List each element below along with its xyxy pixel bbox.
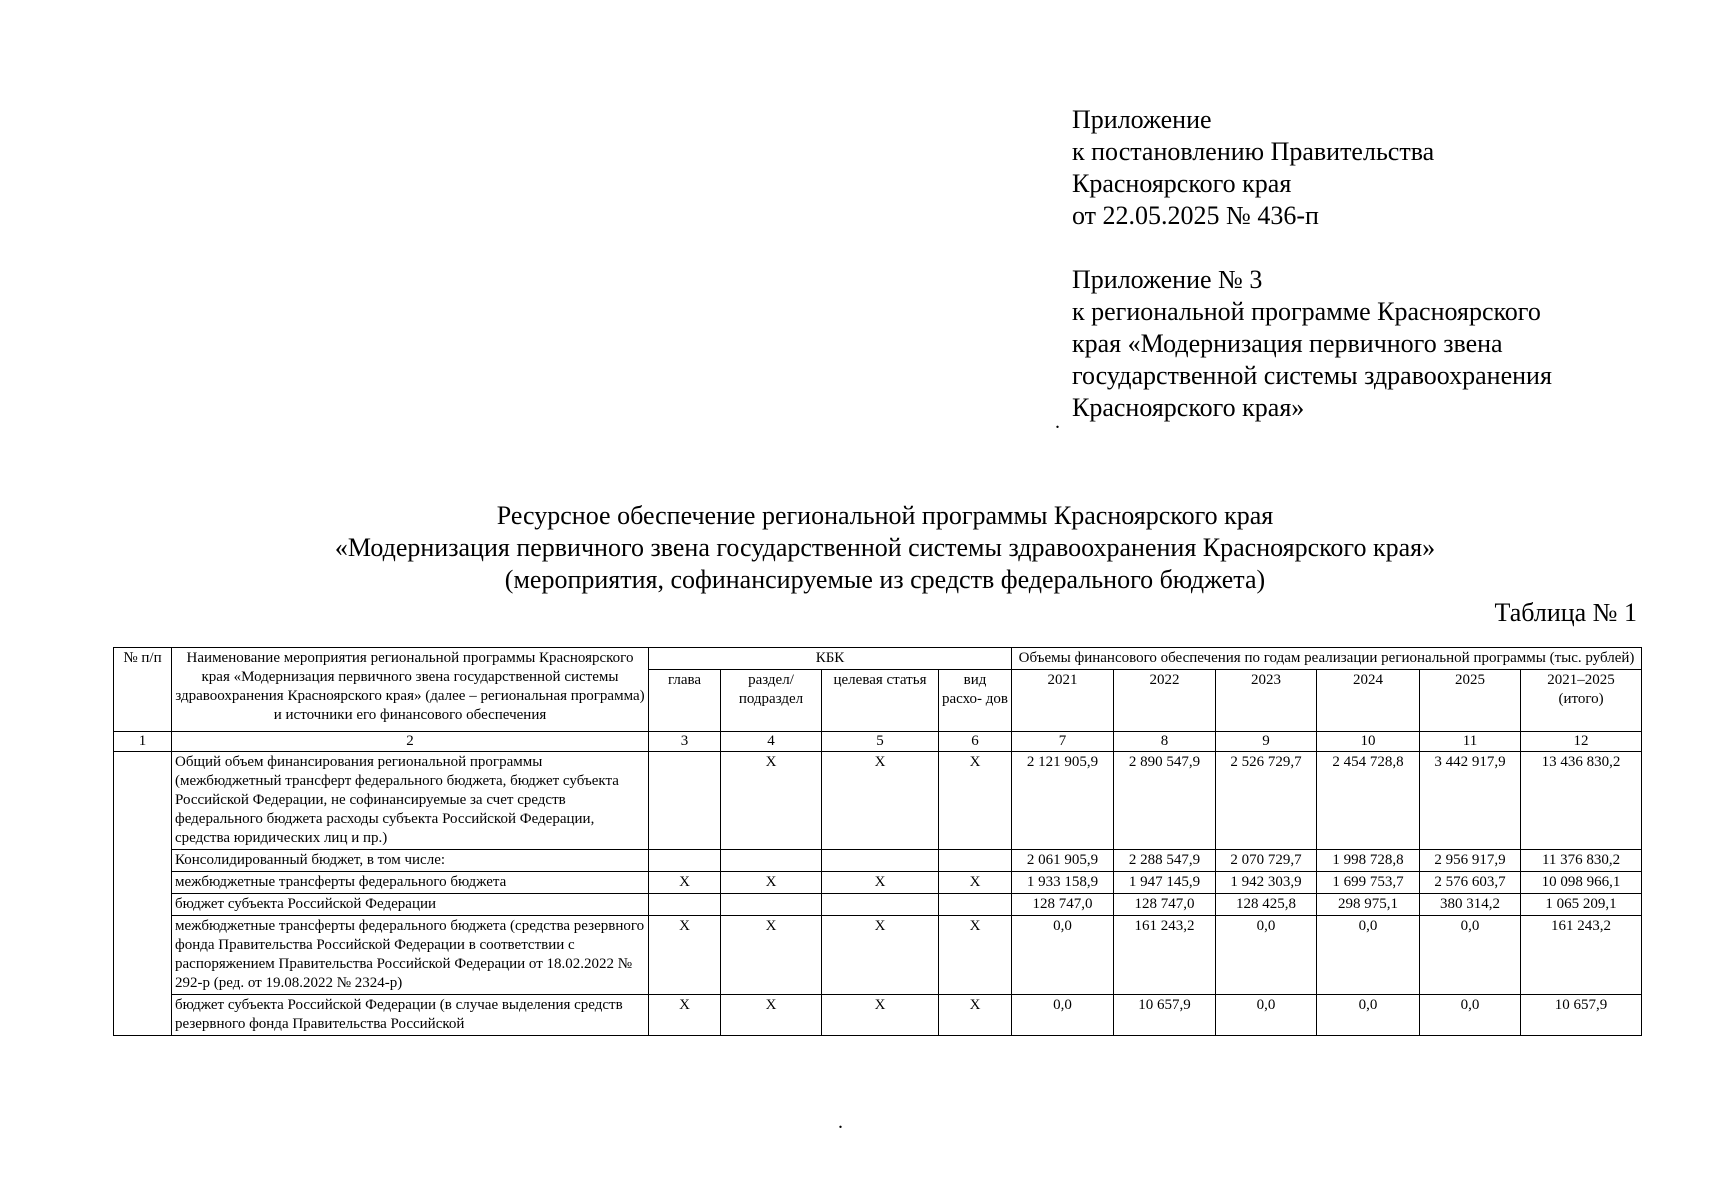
- column-index: 8: [1114, 732, 1216, 752]
- header-kbk-col: вид расхо- дов: [939, 670, 1012, 732]
- row-kbk-cell: Х: [939, 872, 1012, 894]
- row-value-cell: 0,0: [1420, 916, 1521, 995]
- column-index: 12: [1521, 732, 1642, 752]
- header-volumes: Объемы финансового обеспечения по годам реализации региональной программы (тыс. рублей): [1012, 648, 1642, 670]
- column-index: 4: [721, 732, 822, 752]
- row-kbk-cell: [939, 850, 1012, 872]
- row-kbk-cell: [822, 894, 939, 916]
- appendix-line: к постановлению Правительства: [1072, 137, 1435, 166]
- appendix-line: от 22.05.2025 № 436-п: [1072, 201, 1319, 230]
- column-index: 6: [939, 732, 1012, 752]
- row-value-cell: 2 576 603,7: [1420, 872, 1521, 894]
- column-index: 7: [1012, 732, 1114, 752]
- row-value-cell: 2 070 729,7: [1216, 850, 1317, 872]
- column-index: 1: [114, 732, 172, 752]
- row-name: Общий объем финансирования региональной программы (межбюджетный трансферт федерального бюджета, бюджет субъекта Российской Федерации, не софинансируемые за счет средств федерального бюджета расходы субъекта Российской Федерации, средства юридических лиц и пр.): [172, 752, 649, 850]
- appendix-line: Приложение № 3: [1072, 265, 1263, 294]
- row-kbk-cell: Х: [649, 872, 721, 894]
- header-kbk-col: глава: [649, 670, 721, 732]
- row-value-cell: 3 442 917,9: [1420, 752, 1521, 850]
- appendix-line: государственной системы здравоохранения: [1072, 361, 1552, 390]
- row-number-cell: [114, 752, 172, 1036]
- row-value-cell: 0,0: [1317, 916, 1420, 995]
- row-value-cell: 128 425,8: [1216, 894, 1317, 916]
- column-index: 2: [172, 732, 649, 752]
- title-line: Ресурсное обеспечение региональной программы Красноярского края: [496, 501, 1274, 530]
- scan-speck: .: [838, 1111, 843, 1133]
- row-name: бюджет субъекта Российской Федерации (в случае выделения средств резервного фонда Правительства Российской: [172, 995, 649, 1036]
- header-kbk-col: целевая статья: [822, 670, 939, 732]
- column-index: 9: [1216, 732, 1317, 752]
- appendix-line: к региональной программе Красноярского: [1072, 297, 1541, 326]
- header-no: № п/п: [114, 648, 172, 732]
- row-kbk-cell: [649, 752, 721, 850]
- row-value-cell: 128 747,0: [1114, 894, 1216, 916]
- row-kbk-cell: Х: [721, 916, 822, 995]
- row-value-cell: 380 314,2: [1420, 894, 1521, 916]
- row-value-cell: 1 065 209,1: [1521, 894, 1642, 916]
- row-kbk-cell: [649, 894, 721, 916]
- row-value-cell: 10 098 966,1: [1521, 872, 1642, 894]
- row-value-cell: 0,0: [1317, 995, 1420, 1036]
- row-value-cell: 2 956 917,9: [1420, 850, 1521, 872]
- table-number-label: Таблица № 1: [1494, 598, 1637, 627]
- header-kbk-col: раздел/ подраздел: [721, 670, 822, 732]
- column-index: 3: [649, 732, 721, 752]
- row-kbk-cell: Х: [822, 752, 939, 850]
- appendix-line: Красноярского края»: [1072, 393, 1305, 422]
- row-kbk-cell: Х: [822, 995, 939, 1036]
- row-value-cell: 1 699 753,7: [1317, 872, 1420, 894]
- table-row: [114, 872, 1642, 894]
- row-kbk-cell: [822, 850, 939, 872]
- row-value-cell: 1 998 728,8: [1317, 850, 1420, 872]
- row-value-cell: 10 657,9: [1521, 995, 1642, 1036]
- row-kbk-cell: Х: [721, 872, 822, 894]
- row-value-cell: 298 975,1: [1317, 894, 1420, 916]
- row-value-cell: 2 288 547,9: [1114, 850, 1216, 872]
- row-value-cell: 13 436 830,2: [1521, 752, 1642, 850]
- row-value-cell: 161 243,2: [1521, 916, 1642, 995]
- row-kbk-cell: Х: [721, 995, 822, 1036]
- row-value-cell: 2 121 905,9: [1012, 752, 1114, 850]
- title-line: (мероприятия, софинансируемые из средств федерального бюджета): [504, 565, 1266, 594]
- row-kbk-cell: Х: [939, 995, 1012, 1036]
- appendix-line: Красноярского края: [1072, 169, 1292, 198]
- table-row: [114, 995, 1642, 1036]
- row-value-cell: 2 454 728,8: [1317, 752, 1420, 850]
- row-kbk-cell: Х: [939, 916, 1012, 995]
- row-value-cell: 0,0: [1216, 916, 1317, 995]
- appendix-line: края «Модернизация первичного звена: [1072, 329, 1503, 358]
- row-value-cell: 2 526 729,7: [1216, 752, 1317, 850]
- header-row: [114, 648, 1642, 670]
- header-year: 2025: [1420, 670, 1521, 732]
- row-kbk-cell: Х: [649, 995, 721, 1036]
- table-row: [114, 894, 1642, 916]
- row-value-cell: 10 657,9: [1114, 995, 1216, 1036]
- row-name: бюджет субъекта Российской Федерации: [172, 894, 649, 916]
- row-value-cell: 0,0: [1012, 916, 1114, 995]
- row-value-cell: 128 747,0: [1012, 894, 1114, 916]
- row-kbk-cell: Х: [822, 872, 939, 894]
- column-index: 5: [822, 732, 939, 752]
- header-year: 2021: [1012, 670, 1114, 732]
- row-value-cell: 1 933 158,9: [1012, 872, 1114, 894]
- column-index: 10: [1317, 732, 1420, 752]
- row-value-cell: 2 890 547,9: [1114, 752, 1216, 850]
- row-name: Консолидированный бюджет, в том числе:: [172, 850, 649, 872]
- row-kbk-cell: [939, 894, 1012, 916]
- row-value-cell: 1 942 303,9: [1216, 872, 1317, 894]
- table-row: [114, 916, 1642, 995]
- title-line: «Модернизация первичного звена государственной системы здравоохранения Красноярского края»: [334, 533, 1436, 562]
- header-name: Наименование мероприятия региональной программы Красноярского края «Модернизация первичного звена государственной системы здравоохранения Красноярского края» (далее – региональная программа) и источники его финансового обеспечения: [172, 648, 649, 732]
- row-kbk-cell: [721, 894, 822, 916]
- row-kbk-cell: Х: [822, 916, 939, 995]
- resource-table: [113, 647, 1642, 1036]
- column-index-row: [114, 732, 1642, 752]
- document-title: [0, 500, 1717, 596]
- row-value-cell: 0,0: [1216, 995, 1317, 1036]
- row-kbk-cell: Х: [649, 916, 721, 995]
- table-body: [114, 752, 1642, 1036]
- scan-speck: .: [1055, 411, 1060, 433]
- row-name: межбюджетные трансферты федерального бюджета: [172, 872, 649, 894]
- appendix-line: Приложение: [1072, 105, 1212, 134]
- header-kbk: КБК: [649, 648, 1012, 670]
- header-year: 2023: [1216, 670, 1317, 732]
- row-value-cell: 11 376 830,2: [1521, 850, 1642, 872]
- column-index: 11: [1420, 732, 1521, 752]
- row-value-cell: 2 061 905,9: [1012, 850, 1114, 872]
- appendix-header: [1072, 104, 1552, 424]
- row-kbk-cell: [649, 850, 721, 872]
- row-kbk-cell: Х: [939, 752, 1012, 850]
- row-value-cell: 1 947 145,9: [1114, 872, 1216, 894]
- row-value-cell: 0,0: [1420, 995, 1521, 1036]
- row-kbk-cell: [721, 850, 822, 872]
- row-name: межбюджетные трансферты федерального бюджета (средства резервного фонда Правительства Российской Федерации в соответствии с распоряжением Правительства Российской Федерации от 18.02.2022 № 292-р (ред. от 19.08.2022 № 2324-р): [172, 916, 649, 995]
- row-value-cell: 0,0: [1012, 995, 1114, 1036]
- row-kbk-cell: Х: [721, 752, 822, 850]
- row-value-cell: 161 243,2: [1114, 916, 1216, 995]
- header-year: 2024: [1317, 670, 1420, 732]
- header-year: 2021–2025 (итого): [1521, 670, 1642, 732]
- header-year: 2022: [1114, 670, 1216, 732]
- table-row: [114, 850, 1642, 872]
- table-row: [114, 752, 1642, 850]
